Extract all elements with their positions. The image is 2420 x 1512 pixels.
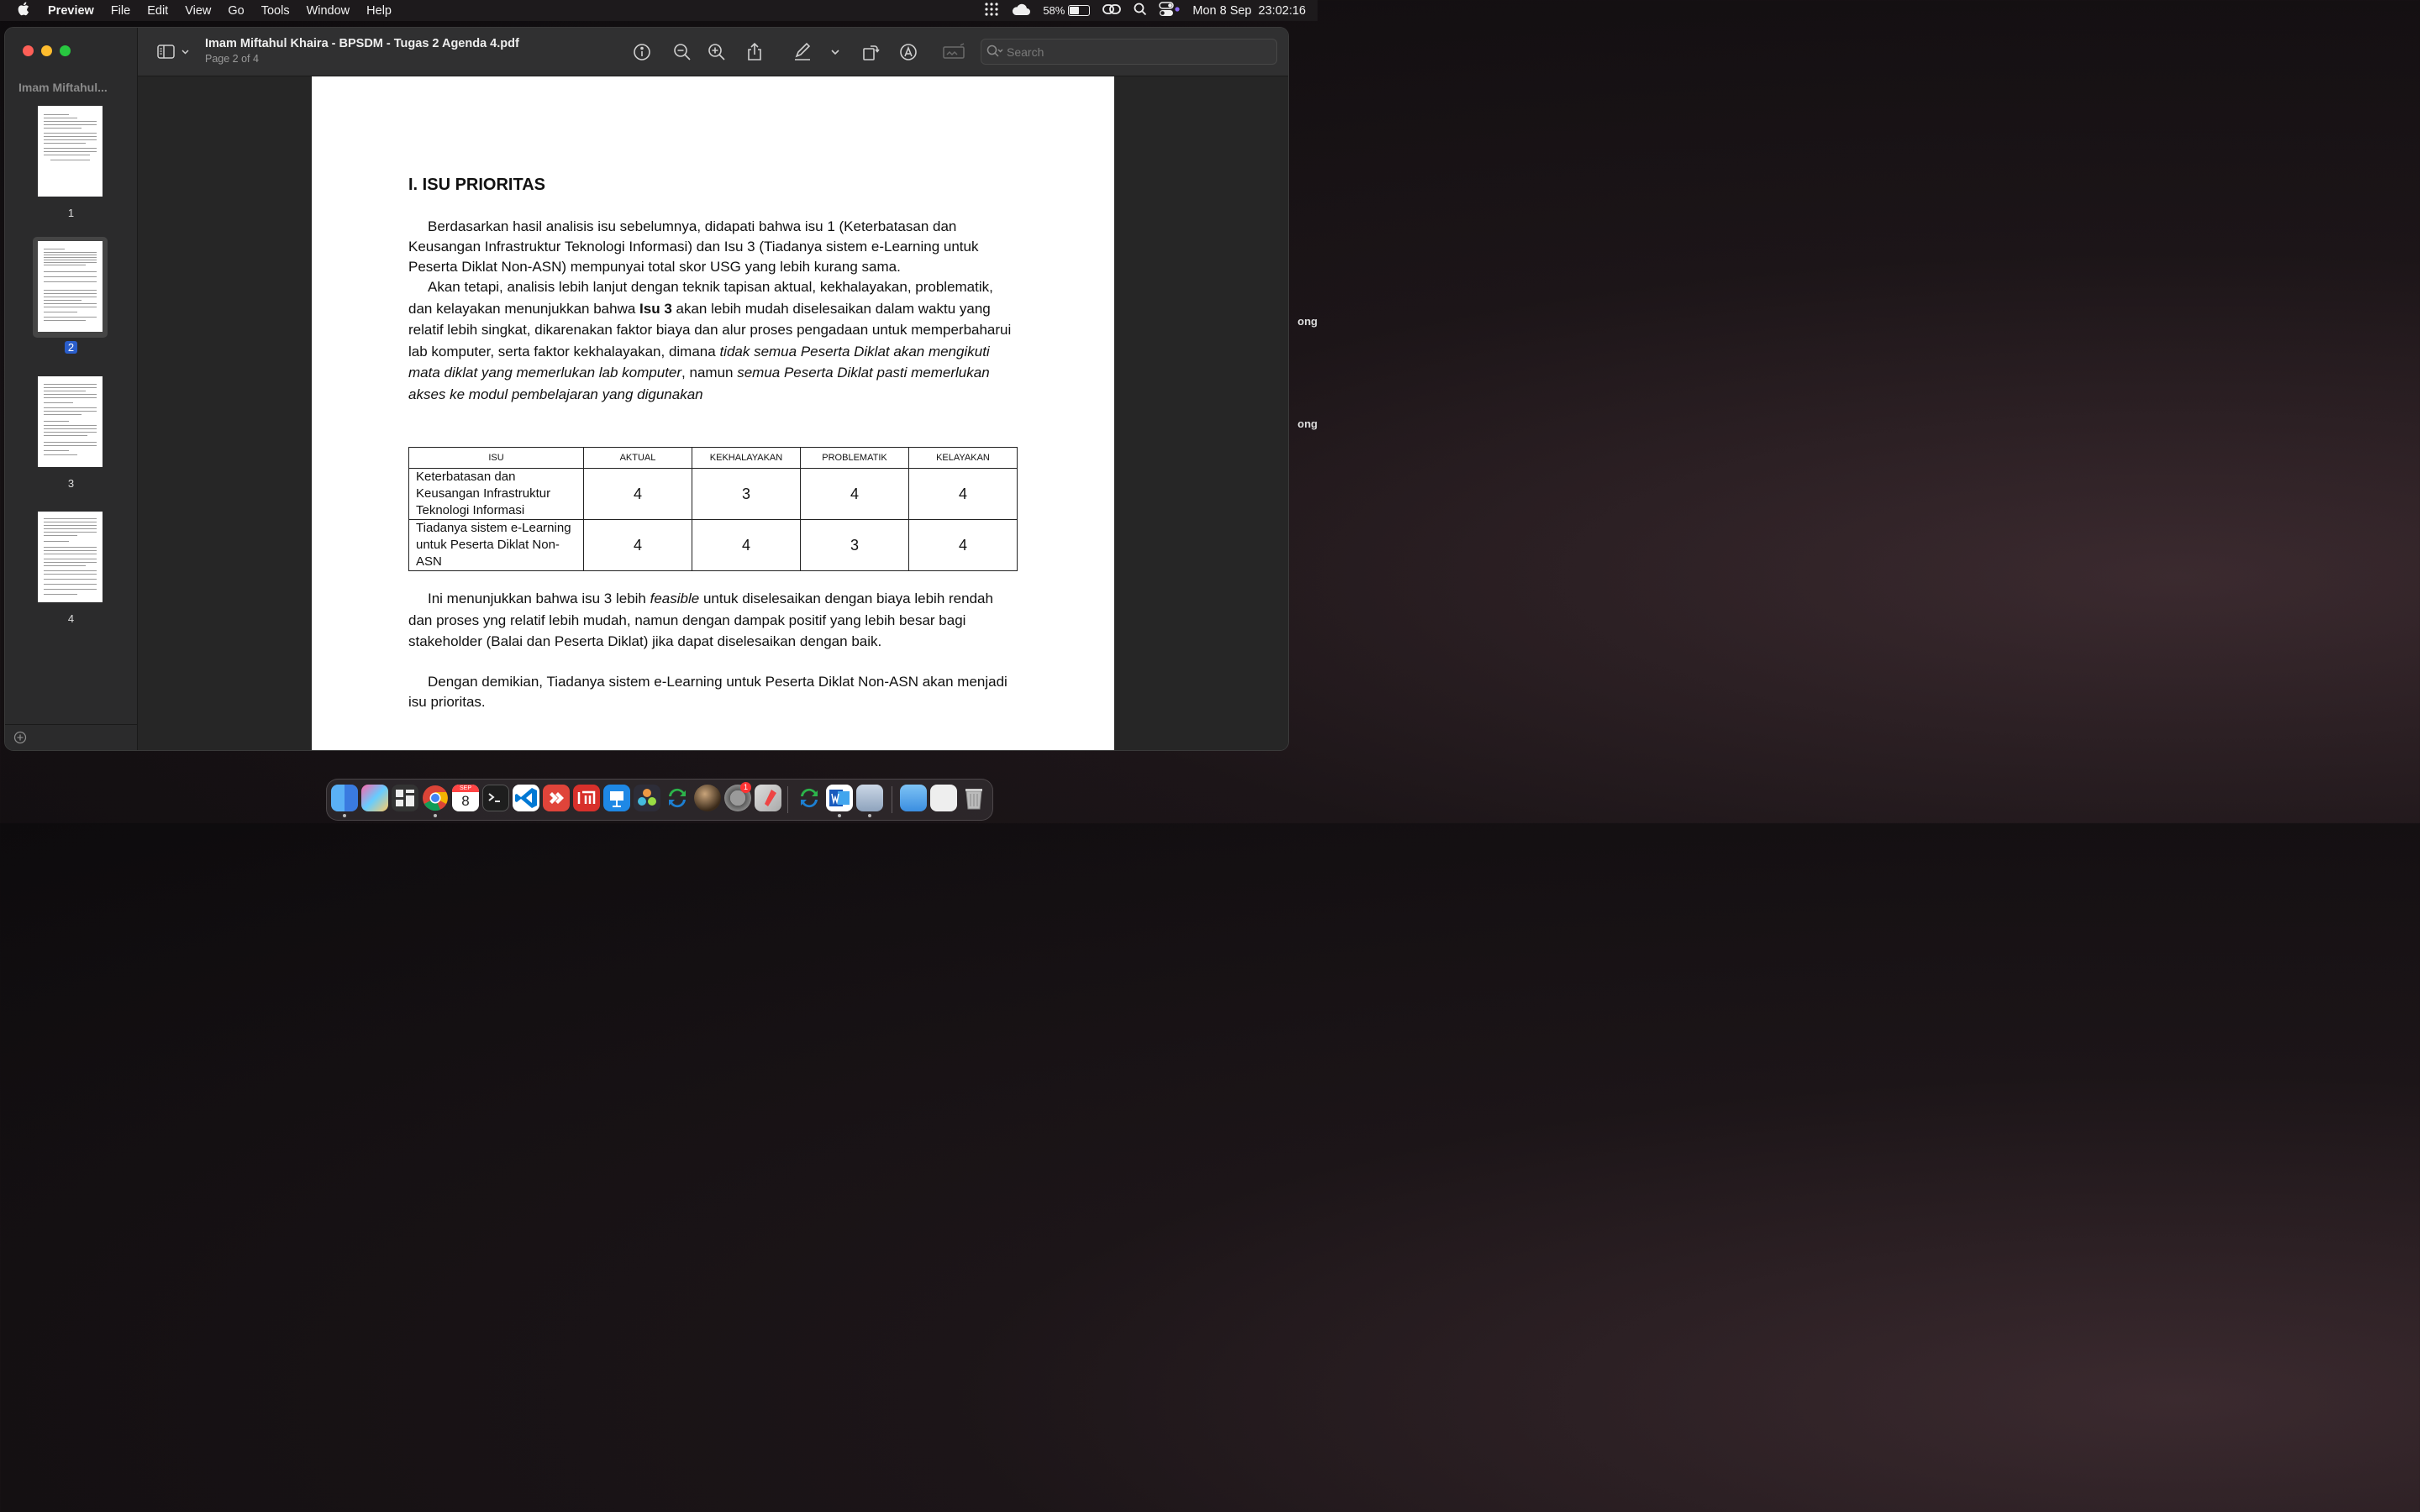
running-indicator (343, 814, 346, 817)
menu-file[interactable]: File (110, 3, 131, 18)
battery-icon (1068, 5, 1090, 16)
cell-kekhalayakan: 4 (692, 520, 801, 571)
table-row (409, 469, 1018, 520)
paragraph-1: Berdasarkan hasil analisis isu sebelumnya, didapati bahwa isu 1 (Keterbatasan dan Keusangan Infrastruktur Teknologi Informasi) dan Isu 3 (Tiadanya sistem e-Learning untuk Peserta Diklat Non-ASN) mempunyai total skor USG yang lebih kurang sama. (408, 218, 979, 275)
pdf-page (312, 76, 1114, 750)
cell-isu: Tiadanya sistem e-Learning untuk Peserta Diklat Non-ASN (409, 520, 584, 571)
header-kekhalayakan: KEKHALAYAKAN (692, 448, 801, 469)
search-input[interactable] (1005, 42, 1269, 62)
cell-kelayakan: 4 (909, 469, 1018, 520)
page-thumbnail-3[interactable] (38, 376, 103, 467)
add-page-icon[interactable] (13, 731, 27, 748)
close-window-button[interactable] (23, 45, 34, 56)
share-icon[interactable] (744, 42, 765, 62)
cell-aktual: 4 (584, 469, 692, 520)
battery-percent: 58% (1043, 4, 1065, 17)
search-field[interactable] (981, 39, 1277, 65)
page-thumbnail-4[interactable] (38, 512, 103, 602)
desktop-peek-text: ong (1297, 315, 1318, 328)
page-thumbnail-2[interactable] (38, 241, 103, 332)
section-heading: I. ISU PRIORITAS (408, 176, 545, 194)
table-header-row (409, 448, 1018, 469)
preview-document-app-icon[interactable] (856, 785, 883, 811)
clock-datetime[interactable]: Mon 8 Sep 23:02:16 (1192, 3, 1306, 18)
word-app-icon[interactable] (826, 785, 853, 811)
sidebar-document-title: Imam Miftahul... (18, 81, 108, 94)
thumbnail-sidebar (5, 28, 138, 750)
cell-aktual: 4 (584, 520, 692, 571)
table-row (409, 520, 1018, 571)
spotlight-search-icon[interactable] (1134, 3, 1147, 19)
documents-stack-icon[interactable] (930, 785, 957, 811)
cell-problematik: 3 (801, 520, 909, 571)
menu-view[interactable]: View (185, 3, 212, 18)
running-indicator (838, 814, 841, 817)
keynote-app-icon[interactable] (603, 785, 630, 811)
header-aktual: AKTUAL (584, 448, 692, 469)
cell-kelayakan: 4 (909, 520, 1018, 571)
cloud-icon[interactable] (1011, 3, 1031, 19)
minimize-window-button[interactable] (41, 45, 52, 56)
paragraph-2: Akan tetapi, analisis lebih lanjut dengan teknik tapisan aktual, kekhalayakan, problematik, dan kelayakan menunjukkan bahwa Isu 3 akan lebih mudah diselesaikan dalam waktu yang relatif lebih singkat, dikarenakan faktor biaya dan alur proses pengadaan untuk memperbaharui lab komputer, serta faktor kekhalayakan, dimana tidak semua Peserta Diklat akan mengikuti mata diklat yang memerlukan lab komputer, namun semua Peserta Diklat pasti memerlukan akses ke modul pembelajaran yang digunakan (408, 279, 1012, 402)
header-problematik: PROBLEMATIK (801, 448, 909, 469)
dock (326, 779, 993, 821)
page-indicator: Page 2 of 4 (205, 53, 259, 65)
dock-separator (787, 786, 788, 813)
settings-badge: 1 (740, 782, 751, 793)
calendar-month: SEP (452, 785, 479, 792)
menu-help[interactable]: Help (366, 3, 392, 18)
menu-tools[interactable]: Tools (260, 3, 290, 18)
running-indicator (434, 814, 437, 817)
document-viewport[interactable] (138, 76, 1288, 750)
cell-problematik: 4 (801, 469, 909, 520)
menu-window[interactable]: Window (306, 3, 350, 18)
calendar-app-icon[interactable] (452, 785, 479, 811)
trash-icon[interactable] (960, 785, 987, 811)
menu-bar (0, 0, 1318, 21)
markup-pen-icon[interactable] (792, 42, 813, 62)
header-isu: ISU (409, 448, 584, 469)
anydesk-app-icon[interactable] (543, 785, 570, 811)
imdb-like-app-icon[interactable] (573, 785, 600, 811)
thumbnail-label-3: 3 (67, 477, 75, 490)
desktop-peek-text: ong (1297, 417, 1318, 430)
chrome-app-icon[interactable] (422, 785, 449, 811)
thumbnail-label-2: 2 (5, 341, 137, 354)
isu-scoring-table (408, 447, 1018, 571)
signature-icon[interactable] (942, 42, 967, 62)
launchpad-app-icon[interactable] (361, 785, 388, 811)
sidebar-toggle-icon[interactable] (156, 42, 190, 62)
zoom-out-icon[interactable] (672, 42, 692, 62)
app-menu-preview[interactable]: Preview (48, 3, 94, 18)
search-icon (986, 45, 1003, 62)
zoom-in-icon[interactable] (707, 42, 727, 62)
migration-app-icon[interactable] (796, 785, 823, 811)
control-center-icon[interactable] (1159, 2, 1181, 20)
preview-app-icon[interactable] (755, 785, 781, 811)
info-icon[interactable] (632, 42, 652, 62)
apple-menu-icon[interactable] (17, 2, 29, 20)
sidebar-footer (5, 724, 137, 750)
page-thumbnail-1[interactable] (38, 106, 103, 197)
downloads-folder-icon[interactable] (900, 785, 927, 811)
finder-app-icon[interactable] (331, 785, 358, 811)
rotate-icon[interactable] (860, 42, 881, 62)
menu-edit[interactable]: Edit (147, 3, 169, 18)
thumbnail-label-1: 1 (67, 207, 75, 219)
cell-kekhalayakan: 3 (692, 469, 801, 520)
terminal-app-icon[interactable] (482, 785, 509, 811)
battery-status[interactable] (1043, 4, 1090, 17)
paragraph-4: Dengan demikian, Tiadanya sistem e-Learning untuk Peserta Diklat Non-ASN akan menjadi isu prioritas. (408, 674, 1007, 710)
davinci-resolve-app-icon[interactable] (634, 785, 660, 811)
preview-window (4, 27, 1289, 751)
calendar-day: 8 (461, 793, 470, 809)
annotate-icon[interactable] (898, 42, 918, 62)
cell-isu: Keterbatasan dan Keusangan Infrastruktur Teknologi Informasi (409, 469, 584, 520)
window-manager-app-icon[interactable] (392, 785, 418, 811)
grid-dots-icon[interactable] (984, 2, 999, 20)
document-title: Imam Miftahul Khaira - BPSDM - Tugas 2 Agenda 4.pdf (205, 37, 519, 50)
thumbnail-label-4: 4 (67, 612, 75, 625)
link-icon[interactable] (1102, 3, 1122, 19)
markup-dropdown-chevron-icon[interactable] (829, 42, 841, 62)
paragraph-3: Ini menunjukkan bahwa isu 3 lebih feasible untuk diselesaikan dengan biaya lebih rendah dan proses yng relatif lebih mudah, namun dengan dampak positif yang lebih besar bagi stakeholder (Balai dan Peserta Diklat) jika dapat diselesaikan dengan baik. (408, 591, 993, 649)
toolbar (138, 28, 1288, 76)
menu-go[interactable]: Go (228, 3, 245, 18)
zoom-window-button[interactable] (60, 45, 71, 56)
vscode-app-icon[interactable] (513, 785, 539, 811)
sync-app-icon[interactable] (664, 785, 691, 811)
header-kelayakan: KELAYAKAN (909, 448, 1018, 469)
macos-sphere-app-icon[interactable] (694, 785, 721, 811)
running-indicator (868, 814, 871, 817)
